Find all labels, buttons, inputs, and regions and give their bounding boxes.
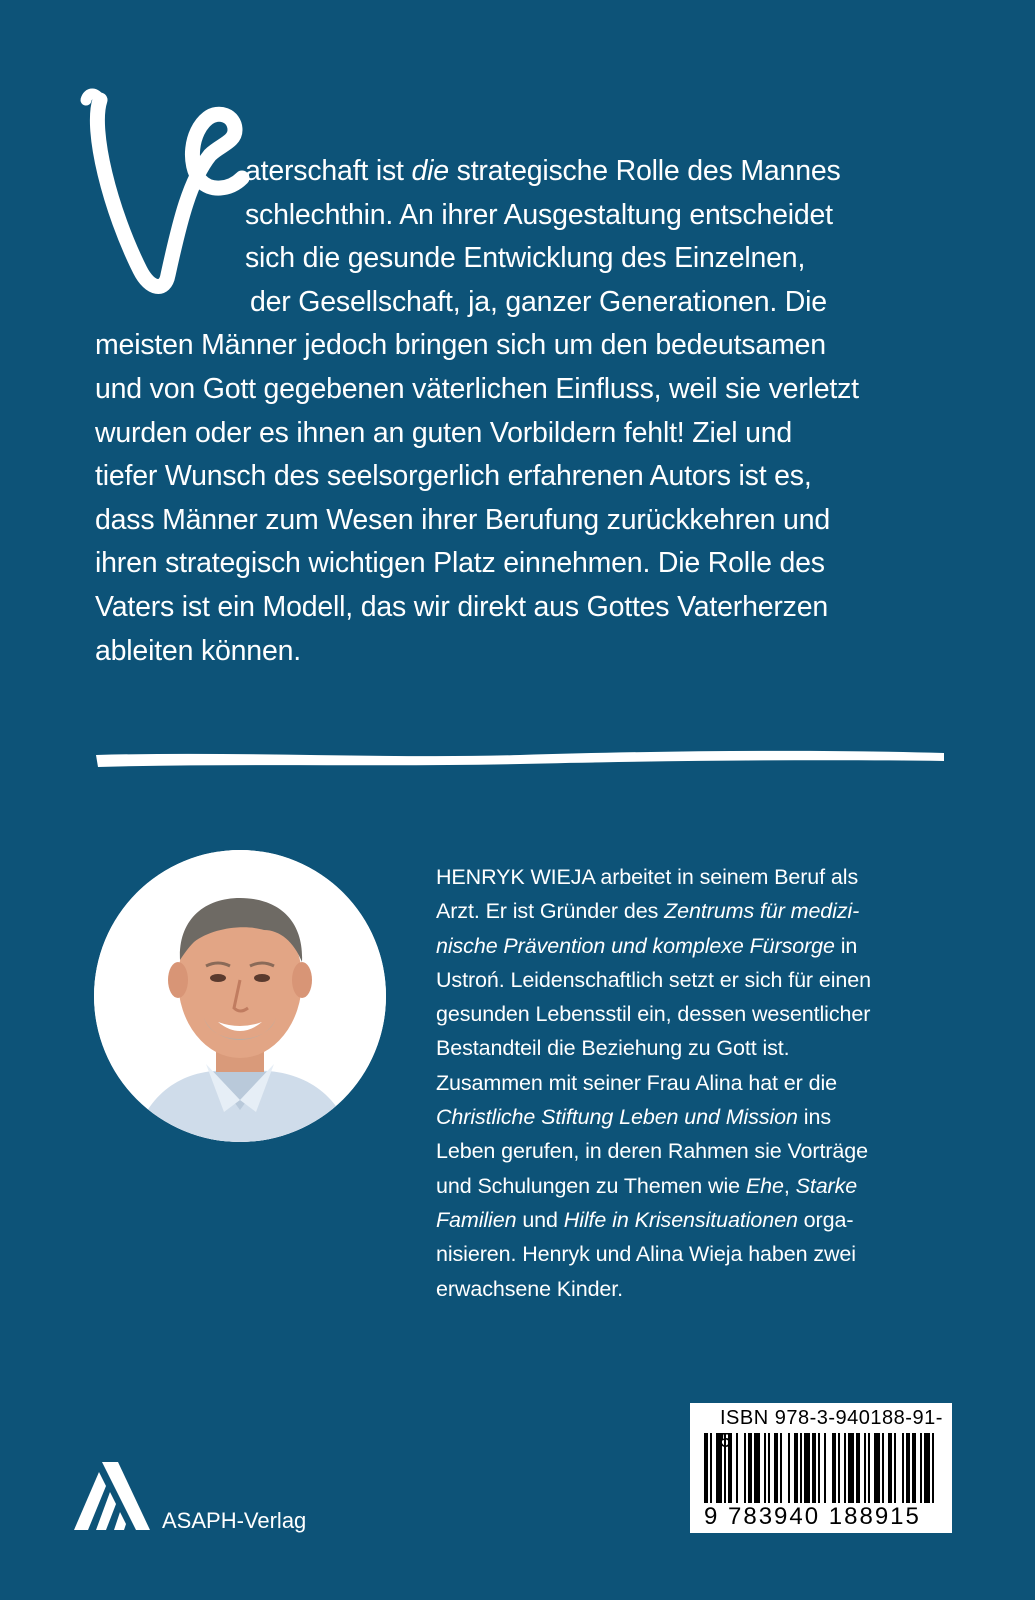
barcode-bar <box>710 1433 712 1503</box>
bio-emphasis: Familien <box>436 1207 517 1232</box>
barcode-bar <box>764 1433 766 1503</box>
blurb-line: wurden oder es ihnen an guten Vorbildern fehlt! Ziel und <box>95 416 793 449</box>
bio-text-run: orga- <box>797 1207 854 1232</box>
barcode-bar <box>818 1433 820 1503</box>
bio-text-run: Arzt. Er ist Gründer des <box>436 899 665 924</box>
barcode-bar <box>724 1433 726 1503</box>
barcode-bar <box>912 1433 916 1503</box>
barcode-bar <box>920 1433 922 1503</box>
barcode-bars <box>704 1433 938 1503</box>
bio-line: Leben gerufen, in deren Rahmen sie Vorträge <box>436 1139 868 1164</box>
blurb-line: Vaters ist ein Modell, das wir direkt aus Gottes Vaterherzen <box>95 590 829 623</box>
barcode-bar <box>888 1433 892 1503</box>
barcode-bar <box>838 1433 840 1503</box>
bio-text-run: in <box>834 933 858 958</box>
barcode-bar <box>780 1433 782 1503</box>
blurb-text-run: strategische Rolle des Mannes <box>448 155 841 187</box>
bio-line: Zusammen mit seiner Frau Alina hat er die <box>436 1070 837 1095</box>
barcode-bar <box>788 1433 790 1503</box>
barcode-bar <box>774 1433 778 1503</box>
barcode-bar <box>804 1433 810 1503</box>
author-portrait-icon <box>94 850 386 1142</box>
barcode-bar <box>856 1433 860 1503</box>
bio-line <box>436 1169 956 1203</box>
author-bio <box>436 860 956 1306</box>
bio-line <box>436 1203 956 1237</box>
bio-text-run: und <box>516 1207 564 1232</box>
bio-line <box>436 1100 956 1134</box>
barcode-bar <box>902 1433 904 1503</box>
bio-line: Bestandteil die Beziehung zu Gott ist. <box>436 1036 790 1061</box>
barcode-bar <box>768 1433 770 1503</box>
bio-line <box>436 929 956 963</box>
blurb-text-run: aterschaft ist <box>245 155 412 187</box>
blurb-emphasis: die <box>411 155 449 187</box>
bio-text-run: und Schulungen zu Themen wie <box>436 1173 746 1198</box>
barcode-bar <box>754 1433 760 1503</box>
blurb-line: ihren strategisch wichtigen Platz einnehmen. Die Rolle des <box>95 547 825 580</box>
blurb-line: der Gesellschaft, ja, ganzer Generationen. Die <box>250 285 827 318</box>
bio-emphasis: Christliche Stiftung Leben und Mission <box>436 1105 798 1130</box>
barcode-bar <box>824 1433 826 1503</box>
barcode-bar <box>864 1433 866 1503</box>
barcode-bar <box>924 1433 930 1503</box>
barcode-bar <box>832 1433 836 1503</box>
brush-divider <box>90 745 950 775</box>
isbn-barcode <box>690 1403 952 1533</box>
barcode-bar <box>800 1433 802 1503</box>
barcode-bar <box>906 1433 910 1503</box>
barcode-bar <box>868 1433 870 1503</box>
blurb-line: ableiten können. <box>95 634 301 667</box>
bio-text-run: , <box>783 1173 796 1198</box>
blurb-line: schlechthin. An ihrer Ausgestaltung entscheidet <box>245 198 833 231</box>
barcode-bar <box>736 1433 738 1503</box>
bio-emphasis: Hilfe in Krisensituationen <box>563 1207 798 1232</box>
blurb-line: dass Männer zum Wesen ihrer Berufung zurückkehren und <box>95 503 831 536</box>
author-photo <box>94 850 386 1142</box>
barcode-bar <box>844 1433 846 1503</box>
bio-emphasis: nische Prävention und komplexe Fürsorge <box>436 933 835 958</box>
barcode-bar <box>748 1433 752 1503</box>
barcode-bar <box>728 1433 732 1503</box>
blurb-line: sich die gesunde Entwicklung des Einzelnen, <box>245 242 806 275</box>
bio-emphasis: Zentrums für medizi- <box>664 899 860 924</box>
blurb-line: meisten Männer jedoch bringen sich um den bedeutsamen <box>95 329 826 362</box>
publisher-name: ASAPH-Verlag <box>162 1508 307 1533</box>
bio-line: gesunden Lebensstil ein, dessen wesentlicher <box>436 1002 871 1027</box>
barcode-bar <box>744 1433 746 1503</box>
isbn-label: ISBN 978-3-940188-91- <box>720 1407 943 1429</box>
blurb-text <box>95 150 955 673</box>
bio-line: nisieren. Henryk und Alina Wieja haben zwei <box>436 1242 856 1267</box>
barcode-bar <box>848 1433 854 1503</box>
bio-emphasis: Starke <box>795 1173 858 1198</box>
bio-line: HENRYK WIEJA arbeitet in seinem Beruf als <box>436 865 859 889</box>
blurb-line: tiefer Wunsch des seelsorgerlich erfahrenen Autors ist es, <box>95 460 812 493</box>
barcode-bar <box>704 1433 708 1503</box>
bio-line <box>436 894 956 928</box>
bio-text-run: ins <box>797 1105 831 1130</box>
bio-emphasis: Ehe <box>745 1173 784 1198</box>
blurb-line <box>95 150 955 194</box>
barcode-bar <box>874 1433 880 1503</box>
barcode-bar <box>894 1433 896 1503</box>
asaph-logo-icon <box>72 1462 150 1530</box>
blurb-line: und von Gott gegebenen väterlichen Einfluss, weil sie verletzt <box>95 372 859 405</box>
barcode-bar <box>794 1433 798 1503</box>
bio-line: Ustroń. Leidenschaftlich setzt er sich für einen <box>436 967 871 992</box>
bio-line: erwachsene Kinder. <box>436 1276 624 1301</box>
barcode-digits: 9 783940 188915 <box>704 1503 921 1530</box>
barcode-bar <box>812 1433 816 1503</box>
barcode-bar <box>882 1433 884 1503</box>
barcode-bar <box>716 1433 722 1503</box>
barcode-bar <box>932 1433 934 1503</box>
